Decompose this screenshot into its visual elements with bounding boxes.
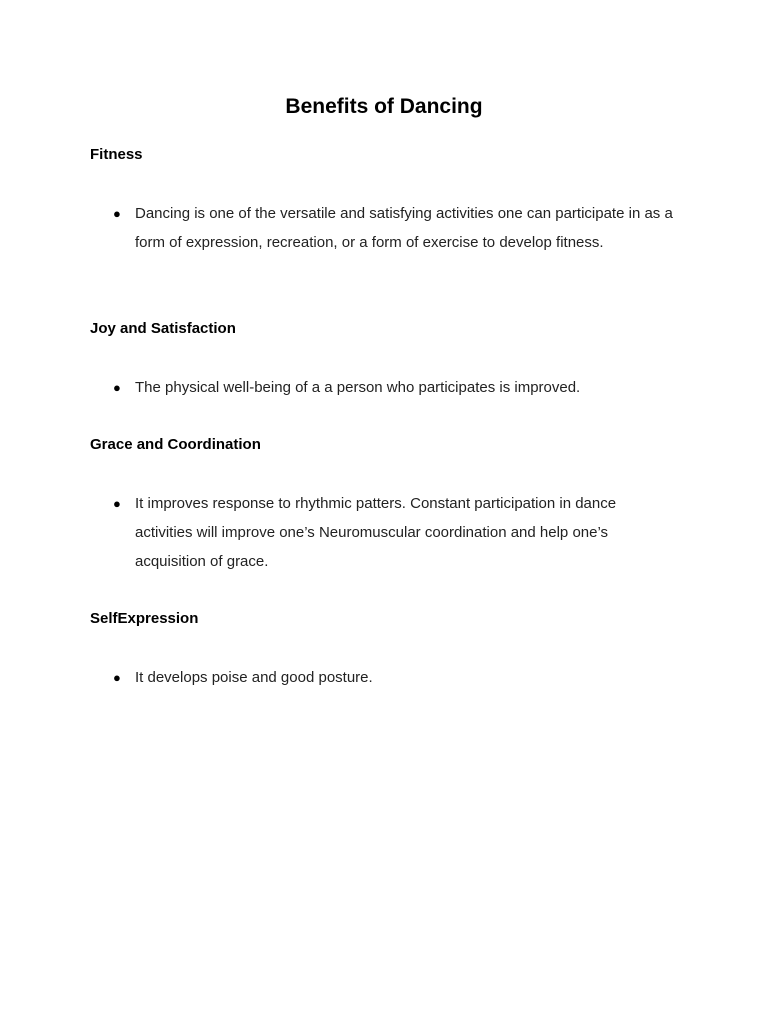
section-heading-self-expression: SelfExpression — [90, 610, 199, 627]
section-heading-fitness: Fitness — [90, 146, 143, 163]
bullet-text: Dancing is one of the versatile and satisfying activities one can participate in as a form of expression, recreation, or a form of exercise to develop fitness. — [135, 205, 673, 251]
bullet-item-fitness — [113, 199, 673, 286]
bullet-point-icon: ● — [113, 496, 121, 511]
bullet-point-icon: ● — [113, 670, 121, 685]
document-title: Benefits of Dancing — [285, 95, 483, 118]
bullet-point-icon: ● — [113, 380, 121, 395]
bullet-text: It improves response to rhythmic patters. Constant participation in dance activities will improve one’s Neuromuscular coordination and help one’s acquisition of grace. — [135, 495, 617, 570]
bullet-item-grace-and-coordination — [113, 489, 673, 576]
bullet-text: It develops poise and good posture. — [135, 669, 373, 686]
bullet-item-joy-and-satisfaction — [113, 373, 673, 402]
section-heading-grace-and-coordination: Grace and Coordination — [90, 436, 261, 453]
bullet-item-self-expression — [113, 663, 673, 692]
bullet-point-icon: ● — [113, 206, 121, 221]
bullet-text: The physical well-being of a a person who participates is improved. — [135, 379, 581, 396]
section-heading-joy-and-satisfaction: Joy and Satisfaction — [90, 320, 236, 337]
